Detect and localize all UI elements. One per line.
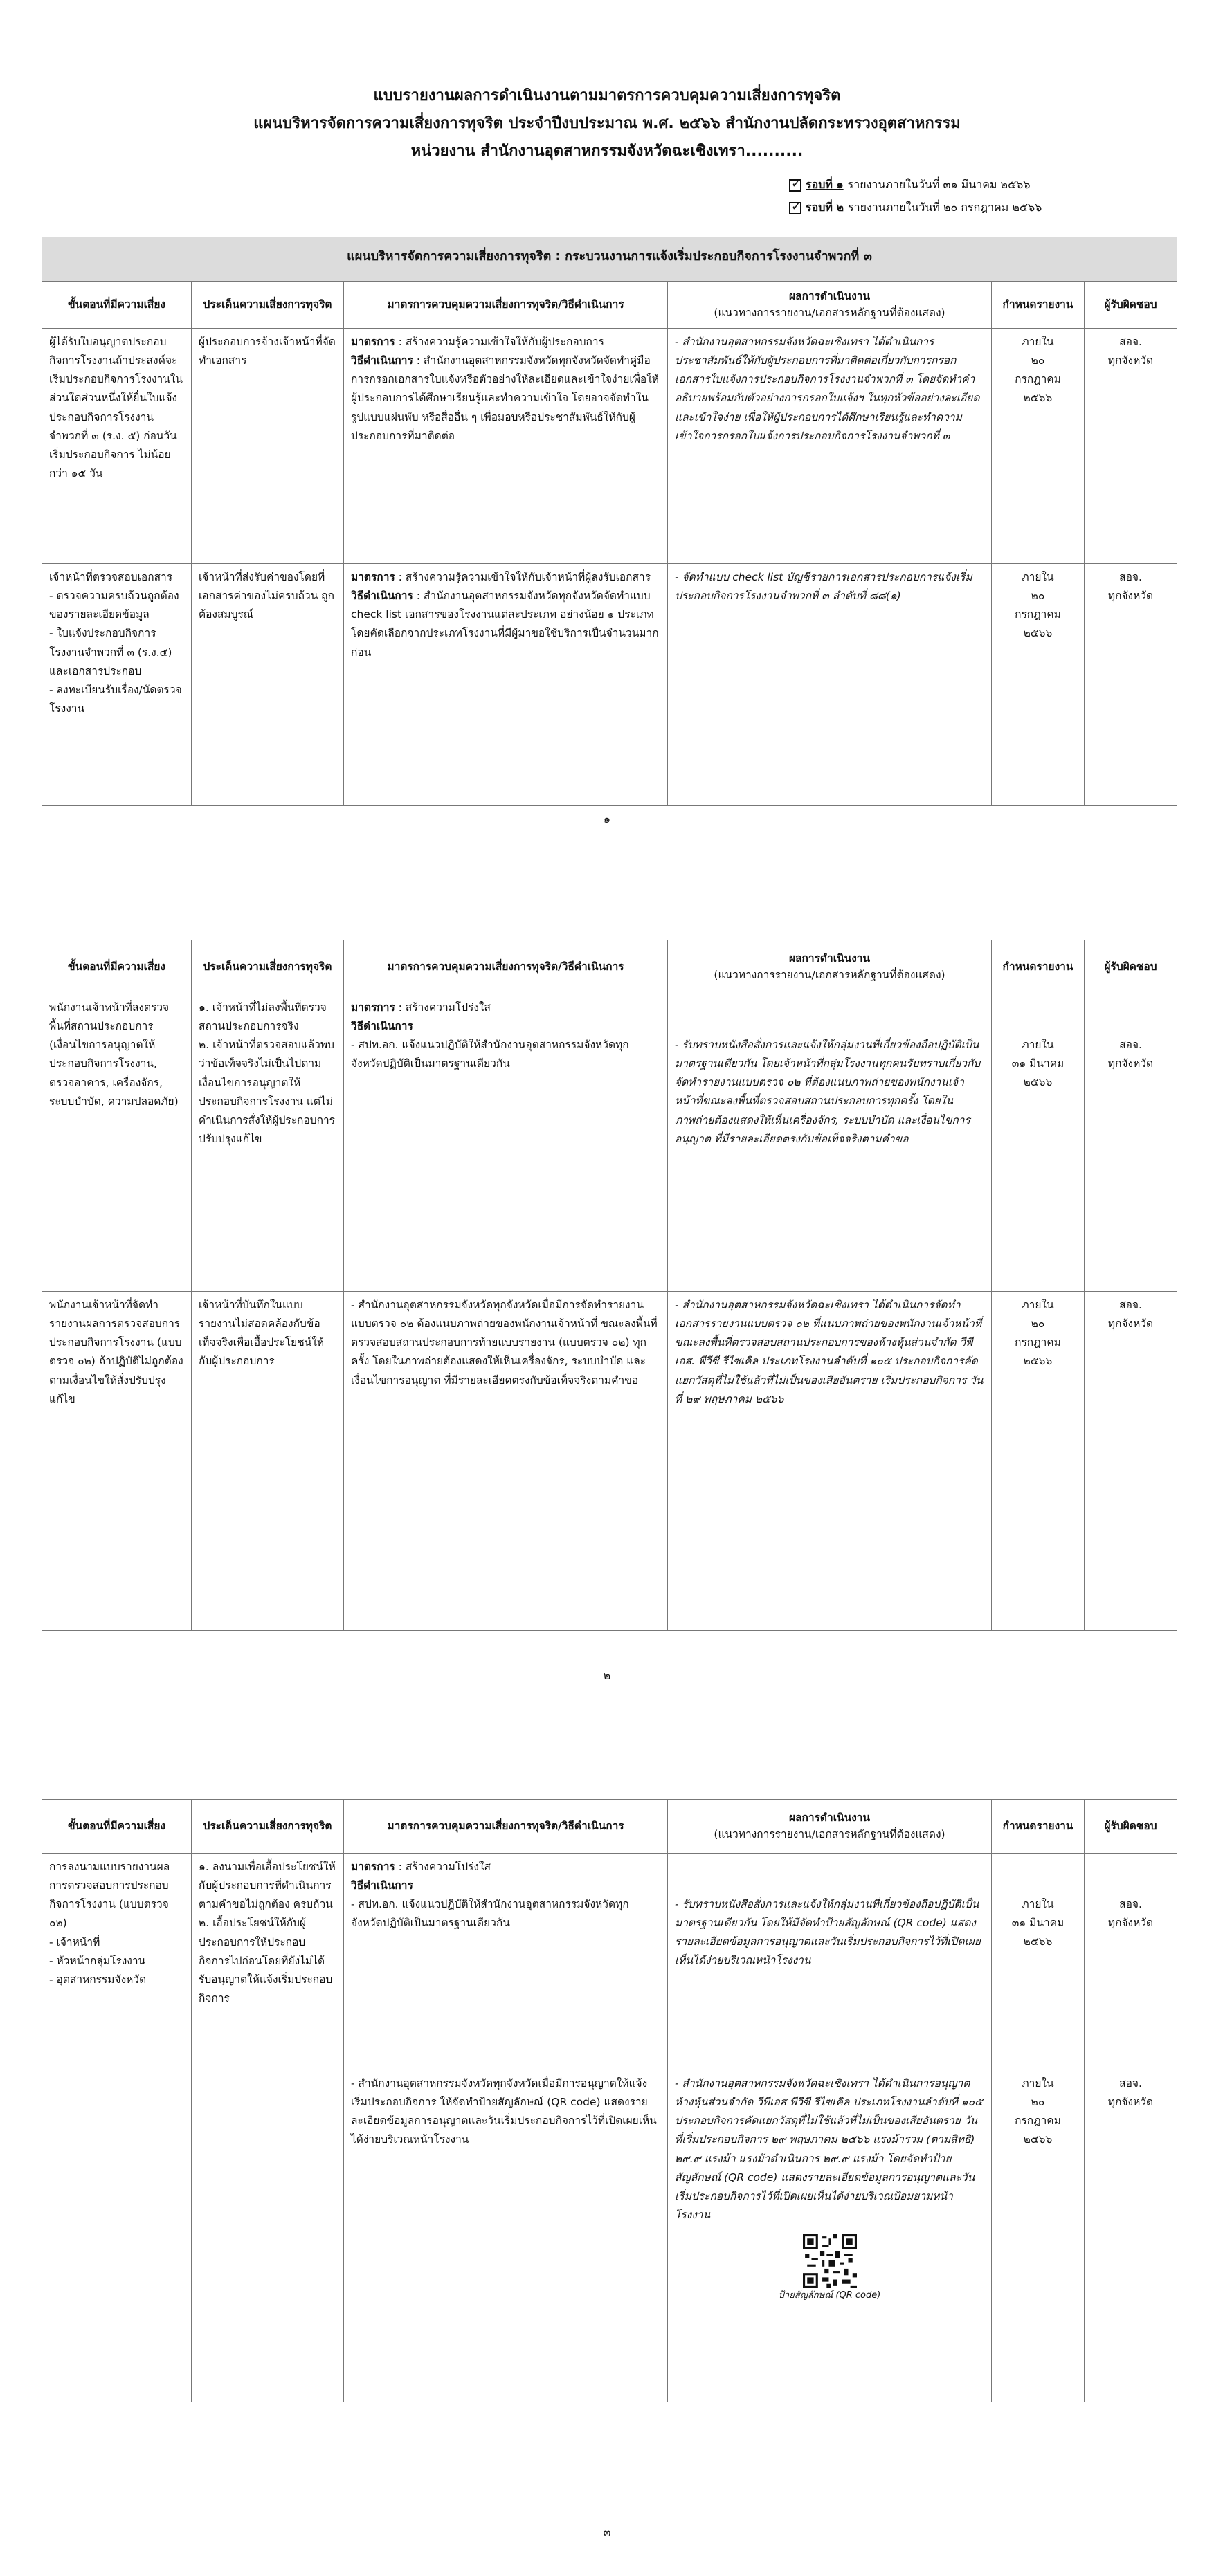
agency-line: หน่วยงาน สำนักงานอุตสาหกรรมจังหวัดฉะเชิงเทรา.......... [410, 143, 804, 160]
col-owner: ผู้รับผิดชอบ [1085, 282, 1177, 329]
table-page-1 [42, 237, 1177, 806]
risk-cell: เจ้าหน้าที่ส่งรับค่าของโดยที่เอกสารค่าของไม่ครบถ้วน ถูกต้องสมบูรณ์ [192, 564, 344, 806]
col-step: ขั้นตอนที่มีความเสี่ยง [42, 282, 192, 329]
risk-cell: ๑. ลงนามเพื่อเอื้อประโยชน์ให้กับผู้ประกอบการที่ดำเนินการตามคำขอไม่ถูกต้อง ครบถ้วน ๒. เอื้อประโยชน์ให้กับผู้ประกอบการให้ประกอบกิจการไปก่อนโดยที่ยังไม่ได้รับอนุญาตให้แจ้งเริ่มประกอบกิจการ [192, 1854, 344, 2402]
page-number: ๒ [603, 1669, 611, 1682]
qr-code-icon [803, 2234, 857, 2288]
measure-cell: มาตรการ : สร้างความรู้ความเข้าใจให้กับผู้ประกอบการ วิธีดำเนินการ : สำนักงานอุตสาหกรรมจังหวัดทุกจังหวัดจัดทำคู่มือการกรอกเอกสารใบแจ้งหรือตัวอย่างให้ละเอียดและเข้าใจง่ายเพื่อให้ผู้ประกอบการได้ศึกษาเรียนรู้และทำความเข้าใจ โดยอาจจัดทำในรูปแบบแผ่นพับ หรือสื่ออื่น ๆ เพื่อมอบหรือประชาสัมพันธ์ให้กับผู้ประกอบการที่มาติดต่อ [344, 329, 668, 564]
round-text: รายงานภายในวันที่ ๒๐ กรกฎาคม ๒๕๖๖ [848, 201, 1042, 214]
step-cell: พนักงานเจ้าหน้าที่ลงตรวจพื้นที่สถานประกอบการ (เงื่อนไขการอนุญาตให้ประกอบกิจการโรงงาน, ตรวจอาคาร, เครื่องจักร, ระบบบำบัด, ความปลอดภัย) [42, 994, 192, 1292]
measure-cell: มาตรการ : สร้างความโปร่งใส วิธีดำเนินการ - สปท.อก. แจ้งแนวปฏิบัติให้สำนักงานอุตสาหกรรมจังหวัดทุกจังหวัดปฏิบัติเป็นมาตรฐานเดียวกัน [344, 1854, 668, 2070]
risk-cell: ผู้ประกอบการจ้างเจ้าหน้าที่จัดทำเอกสาร [192, 329, 344, 564]
owner-cell: สอจ. ทุกจังหวัด [1085, 1854, 1177, 2070]
col-result: ผลการดำเนินงาน (แนวทางการรายงาน/เอกสารหลักฐานที่ต้องแสดง) [668, 1800, 992, 1854]
result-cell: - สำนักงานอุตสาหกรรมจังหวัดฉะเชิงเทรา ได้ดำเนินการอนุญาตห้างหุ้นส่วนจำกัด วีพีเอส พีวีซี รีไซเคิล ประเภทโรงงานลำดับที่ ๑๐๕ ประกอบกิจการคัดแยกวัสดุที่ไม่ใช้แล้วที่ไม่เป็นของเสียอันตราย วันที่เริ่มประกอบกิจการ ๒๙ พฤษภาคม ๒๕๖๖ แรงม้ารวม (ตามสิทธิ) ๒๙.๙ แรงม้า แรงม้าดำเนินการ ๒๙.๙ แรงม้า โดยจัดทำป้ายสัญลักษณ์ (QR code) แสดงรายละเอียดข้อมูลการอนุญาตและวันเริ่มประกอบกิจการไว้ที่เปิดเผยเห็นได้ง่ายบริเวณป้อมยามหน้าโรงงาน ป้ายสัญลักษณ์ (QR code) [668, 2070, 992, 2402]
col-due: กำหนดรายงาน [992, 940, 1085, 994]
col-due: กำหนดรายงาน [992, 1800, 1085, 1854]
report-title: แบบรายงานผลการดำเนินงานตามมาตรการควบคุมความเสี่ยงการทุจริต [373, 87, 841, 104]
owner-cell: สอจ. ทุกจังหวัด [1085, 2070, 1177, 2402]
measure-cell: มาตรการ : สร้างความรู้ความเข้าใจให้กับเจ้าหน้าที่ผู้ลงรับเอกสาร วิธีดำเนินการ : สำนักงานอุตสาหกรรมจังหวัดทุกจังหวัดจัดทำแบบ check list เอกสารของโรงงานแต่ละประเภท อย่างน้อย ๑ ประเภท โดยคัดเลือกจากประเภทโรงงานที่มีผู้มาขอใช้บริการเป็นจำนวนมากก่อน [344, 564, 668, 806]
col-measure: มาตรการควบคุมความเสี่ยงการทุจริต/วิธีดำเนินการ [344, 1800, 668, 1854]
col-due: กำหนดรายงาน [992, 282, 1085, 329]
due-cell: ภายใน ๒๐ กรกฎาคม ๒๕๖๖ [992, 564, 1085, 806]
plan-subtitle: แผนบริหารจัดการความเสี่ยงการทุจริต ประจำปีงบประมาณ พ.ศ. ๒๕๖๖ สำนักงานปลัดกระทรวงอุตสาหกรรม [253, 115, 961, 132]
col-result: ผลการดำเนินงาน (แนวทางการรายงาน/เอกสารหลักฐานที่ต้องแสดง) [668, 940, 992, 994]
table-page-2 [42, 940, 1177, 1631]
col-measure: มาตรการควบคุมความเสี่ยงการทุจริต/วิธีดำเนินการ [344, 940, 668, 994]
result-cell: - สำนักงานอุตสาหกรรมจังหวัดฉะเชิงเทรา ได้ดำเนินการจัดทำเอกสารรายงานแบบตรวจ ๐๒ ที่แนบภาพถ่ายของพนักงานเจ้าหน้าที่ขณะลงพื้นที่ตรวจสอบสถานประกอบการของห้างหุ้นส่วนจำกัด วีพีเอส. พีวีซี รีไซเคิล ประเภทโรงงานลำดับที่ ๑๐๕ ประกอบกิจการคัดแยกวัสดุที่ไม่ใช้แล้วที่ไม่เป็นของเสียอันตราย เริ่มประกอบกิจการ วันที่ ๒๙ พฤษภาคม ๒๕๖๖ [668, 1292, 992, 1631]
col-measure: มาตรการควบคุมความเสี่ยงการทุจริต/วิธีดำเนินการ [344, 282, 668, 329]
owner-cell: สอจ. ทุกจังหวัด [1085, 994, 1177, 1292]
table-page-3 [42, 1799, 1177, 2402]
result-cell: - สำนักงานอุตสาหกรรมจังหวัดฉะเชิงเทรา ได้ดำเนินการประชาสัมพันธ์ให้กับผู้ประกอบการที่มาติดต่อเกี่ยวกับการกรอกเอกสารใบแจ้งการประกอบกิจการโรงงานจำพวกที่ ๓ โดยจัดทำคำอธิบายพร้อมกับตัวอย่างการกรอกใบแจ้งฯ ในทุกหัวข้ออย่างละเอียดและเข้าใจง่าย เพื่อให้ผู้ประกอบการได้ศึกษาเรียนรู้และทำความเข้าใจการกรอกใบแจ้งการประกอบกิจการโรงงานจำพวกที่ ๓ [668, 329, 992, 564]
round-label: รอบที่ ๒ [806, 201, 844, 214]
round-label: รอบที่ ๑ [806, 178, 844, 191]
measure-cell: มาตรการ : สร้างความโปร่งใส วิธีดำเนินการ - สปท.อก. แจ้งแนวปฏิบัติให้สำนักงานอุตสาหกรรมจังหวัดทุกจังหวัดปฏิบัติเป็นมาตรฐานเดียวกัน [344, 994, 668, 1292]
due-cell: ภายใน ๒๐ กรกฎาคม ๒๕๖๖ [992, 329, 1085, 564]
round-text: รายงานภายในวันที่ ๓๑ มีนาคม ๒๕๖๖ [847, 178, 1031, 191]
owner-cell: สอจ. ทุกจังหวัด [1085, 1292, 1177, 1631]
round-1 [789, 176, 1031, 194]
result-cell: - รับทราบหนังสือสั่งการและแจ้งให้กลุ่มงานที่เกี่ยวข้องถือปฏิบัติเป็นมาตรฐานเดียวกัน โดยให้มีจัดทำป้ายสัญลักษณ์ (QR code) แสดงรายละเอียดข้อมูลการอนุญาตและวันเริ่มประกอบกิจการไว้ที่เปิดเผยเห็นได้ง่ายบริเวณหน้าโรงงาน [668, 1854, 992, 2070]
col-owner: ผู้รับผิดชอบ [1085, 1800, 1177, 1854]
table-row [42, 564, 1177, 806]
step-cell: ผู้ได้รับใบอนุญาตประกอบกิจการโรงงานถ้าประสงค์จะเริ่มประกอบกิจการโรงงานในส่วนใดส่วนหนึ่งให้ยื่นใบแจ้งประกอบกิจการโรงงานจำพวกที่ ๓ (ร.ง. ๕) ก่อนวันเริ่มประกอบกิจการ ไม่น้อยกว่า ๑๕ วัน [42, 329, 192, 564]
result-cell: - จัดทำแบบ check list บัญชีรายการเอกสารประกอบการแจ้งเริ่มประกอบกิจการโรงงานจำพวกที่ ๓ ลำดับที่ ๘๘(๑) [668, 564, 992, 806]
due-cell: ภายใน ๓๑ มีนาคม ๒๕๖๖ [992, 994, 1085, 1292]
checkbox-checked-icon [789, 179, 801, 192]
checkbox-checked-icon [789, 202, 801, 214]
risk-cell: เจ้าหน้าที่บันทึกในแบบรายงานไม่สอดคล้องกับข้อเท็จจริงเพื่อเอื้อประโยชน์ให้กับผู้ประกอบการ [192, 1292, 344, 1631]
table-row [42, 329, 1177, 564]
measure-cell: - สำนักงานอุตสาหกรรมจังหวัดทุกจังหวัดเมื่อมีการจัดทำรายงานแบบตรวจ ๐๒ ต้องแนบภาพถ่ายของพนักงานเจ้าหน้าที่ ขณะลงพื้นที่ตรวจสอบสถานประกอบการท้ายแบบรายงาน (แบบตรวจ ๐๒) ทุกครั้ง โดยในภาพถ่ายต้องแสดงให้เห็นเครื่องจักร, ระบบบำบัด และเงื่อนไขการอนุญาต ที่มีรายละเอียดตรงกับข้อเท็จจริงตามคำขอ [344, 1292, 668, 1631]
table-row [42, 1854, 1177, 2070]
page-number: ๓ [603, 2525, 611, 2539]
owner-cell: สอจ. ทุกจังหวัด [1085, 329, 1177, 564]
risk-cell: ๑. เจ้าหน้าที่ไม่ลงพื้นที่ตรวจสถานประกอบการจริง ๒. เจ้าหน้าที่ตรวจสอบแล้วพบว่าข้อเท็จจริงไม่เป็นไปตามเงื่อนไขการอนุญาตให้ประกอบกิจการโรงงาน แต่ไม่ดำเนินการสั่งให้ผู้ประกอบการปรับปรุงแก้ไข [192, 994, 344, 1292]
measure-cell: - สำนักงานอุตสาหกรรมจังหวัดทุกจังหวัดเมื่อมีการอนุญาตให้แจ้งเริ่มประกอบกิจการ ให้จัดทำป้ายสัญลักษณ์ (QR code) แสดงรายละเอียดข้อมูลการอนุญาตและวันเริ่มประกอบกิจการไว้ที่เปิดเผยเห็นได้ง่ายบริเวณหน้าโรงงาน [344, 2070, 668, 2402]
due-cell: ภายใน ๒๐ กรกฎาคม ๒๕๖๖ [992, 2070, 1085, 2402]
due-cell: ภายใน ๒๐ กรกฎาคม ๒๕๖๖ [992, 1292, 1085, 1631]
table-row [42, 1292, 1177, 1631]
step-cell: การลงนามแบบรายงานผลการตรวจสอบการประกอบกิจการโรงงาน (แบบตรวจ ๐๒) - เจ้าหน้าที่ - หัวหน้ากลุ่มโรงงาน - อุตสาหกรรมจังหวัด [42, 1854, 192, 2402]
round-2 [789, 199, 1042, 217]
col-result: ผลการดำเนินงาน (แนวทางการรายงาน/เอกสารหลักฐานที่ต้องแสดง) [668, 282, 992, 329]
due-cell: ภายใน ๓๑ มีนาคม ๒๕๖๖ [992, 1854, 1085, 2070]
step-cell: เจ้าหน้าที่ตรวจสอบเอกสาร - ตรวจความครบถ้วนถูกต้องของรายละเอียดข้อมูล - ใบแจ้งประกอบกิจการโรงงานจำพวกที่ ๓ (ร.ง.๕) และเอกสารประกอบ - ลงทะเบียนรับเรื่อง/นัดตรวจโรงงาน [42, 564, 192, 806]
qr-caption: ป้ายสัญลักษณ์ (QR code) [778, 2290, 881, 2301]
step-cell: พนักงานเจ้าหน้าที่จัดทำรายงานผลการตรวจสอบการประกอบกิจการโรงงาน (แบบตรวจ ๐๒) ถ้าปฏิบัติไม่ถูกต้องตามเงื่อนไขให้สั่งปรับปรุงแก้ไข [42, 1292, 192, 1631]
col-step: ขั้นตอนที่มีความเสี่ยง [42, 940, 192, 994]
col-risk: ประเด็นความเสี่ยงการทุจริต [192, 1800, 344, 1854]
col-risk: ประเด็นความเสี่ยงการทุจริต [192, 282, 344, 329]
owner-cell: สอจ. ทุกจังหวัด [1085, 564, 1177, 806]
col-owner: ผู้รับผิดชอบ [1085, 940, 1177, 994]
plan-title: แผนบริหารจัดการความเสี่ยงการทุจริต : กระบวนงานการแจ้งเริ่มประกอบกิจการโรงงานจำพวกที่ ๓ [42, 237, 1177, 282]
table-row [42, 994, 1177, 1292]
col-risk: ประเด็นความเสี่ยงการทุจริต [192, 940, 344, 994]
result-cell: - รับทราบหนังสือสั่งการและแจ้งให้กลุ่มงานที่เกี่ยวข้องถือปฏิบัติเป็นมาตรฐานเดียวกัน โดยเจ้าหน้าที่กลุ่มโรงงานทุกคนรับทราบเกี่ยวกับจัดทำรายงานแบบตรวจ ๐๒ ที่ต้องแนบภาพถ่ายของพนักงานเจ้าหน้าที่ขณะลงพื้นที่ตรวจสอบสถานประกอบการทุกครั้ง โดยในภาพถ่ายต้องแสดงให้เห็นเครื่องจักร, ระบบบำบัด และเงื่อนไขการอนุญาต ที่มีรายละเอียดตรงกับข้อเท็จจริงตามคำขอ [668, 994, 992, 1292]
page-number: ๑ [603, 812, 611, 825]
col-step: ขั้นตอนที่มีความเสี่ยง [42, 1800, 192, 1854]
